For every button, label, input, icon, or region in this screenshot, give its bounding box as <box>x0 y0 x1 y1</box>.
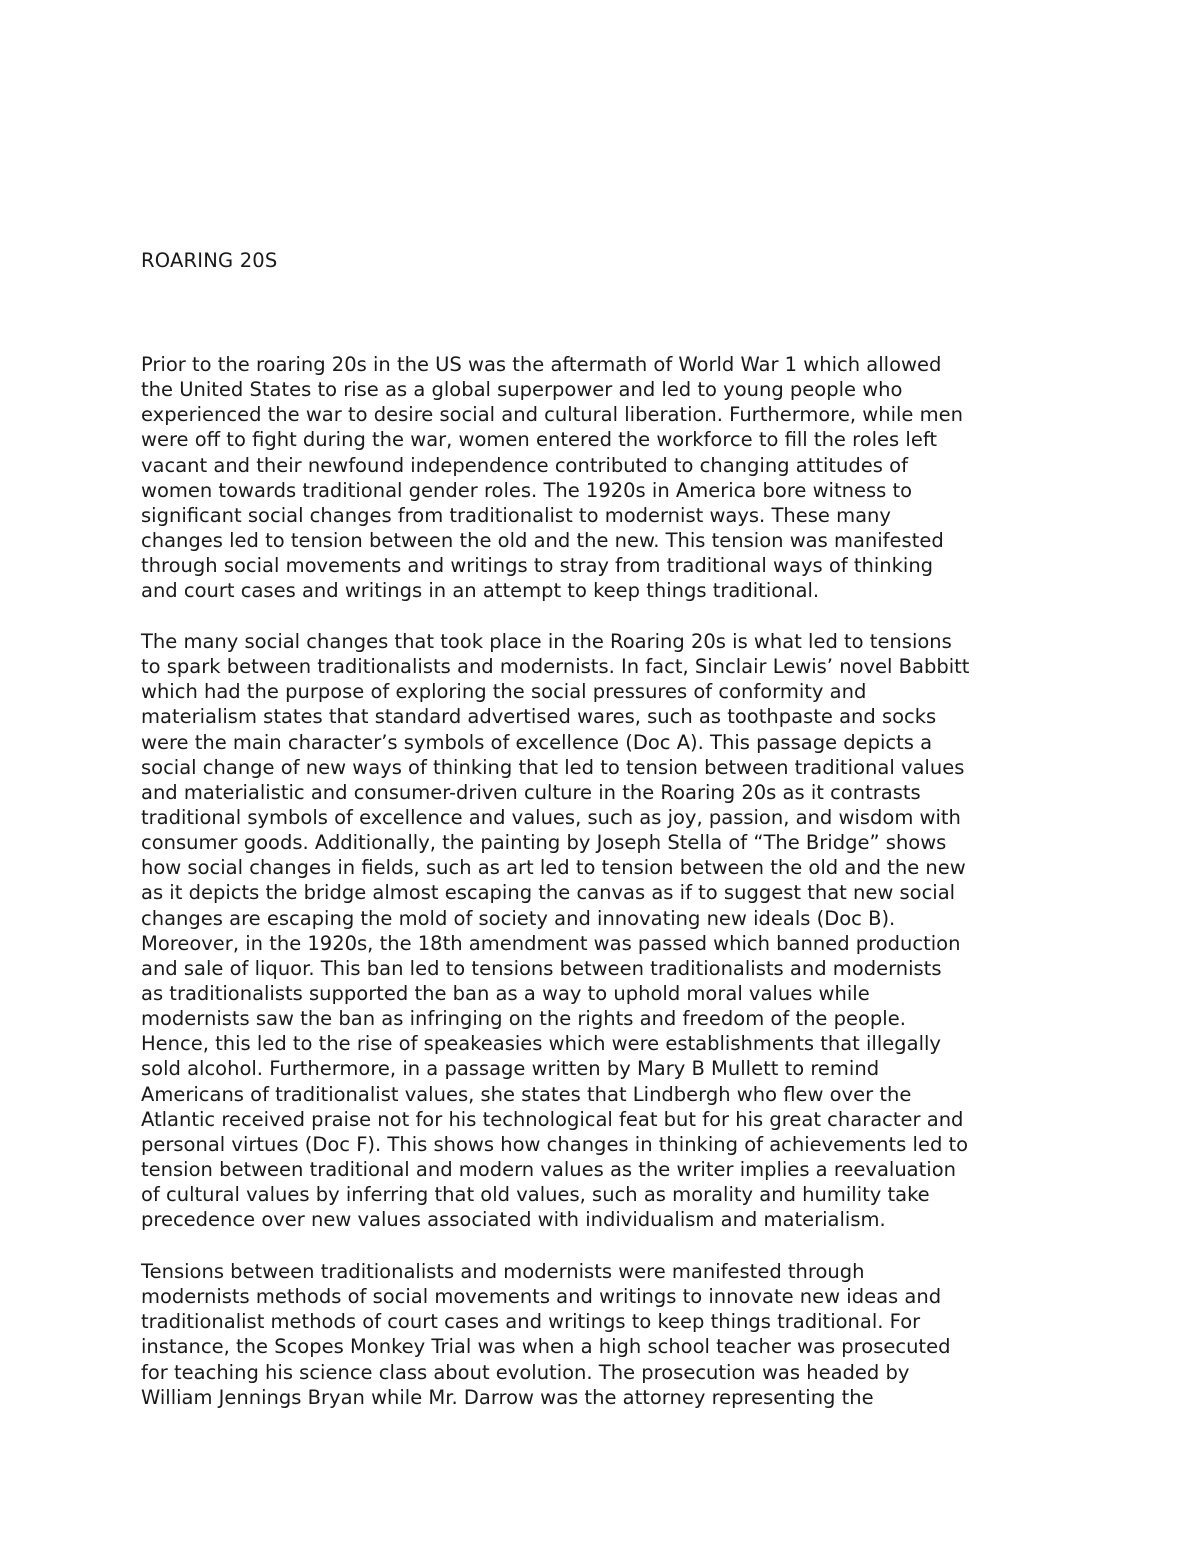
text-line: through social movements and writings to stray from traditional ways of thinking <box>141 554 934 578</box>
text-line: instance, the Scopes Monkey Trial was when a high school teacher was prosecuted <box>141 1335 951 1359</box>
text-line: the United States to rise as a global superpower and led to young people who <box>141 378 903 402</box>
text-line: changes are escaping the mold of society and innovating new ideals (Doc B). <box>141 906 896 930</box>
text-line: traditionalist methods of court cases and writings to keep things traditional. For <box>141 1310 921 1334</box>
text-line: Moreover, in the 1920s, the 18th amendment was passed which banned production <box>141 931 961 955</box>
text-line: Hence, this led to the rise of speakeasies which were establishments that illegally <box>141 1032 941 1056</box>
text-line: of cultural values by inferring that old values, such as morality and humility take <box>141 1183 930 1207</box>
text-line: Prior to the roaring 20s in the US was the aftermath of World War 1 which allowed <box>141 353 942 376</box>
text-line: and sale of liquor. This ban led to tensions between traditionalists and modernists <box>141 956 942 980</box>
paragraph-3 <box>141 1259 1101 1410</box>
text-line: changes led to tension between the old and the new. This tension was manifested <box>141 528 944 552</box>
text-line: and court cases and writings in an attempt to keep things traditional. <box>141 579 820 603</box>
text-line: women towards traditional gender roles. The 1920s in America bore witness to <box>141 478 913 502</box>
text-line: as traditionalists supported the ban as a way to uphold moral values while <box>141 981 870 1005</box>
text-line: modernists methods of social movements and writings to innovate new ideas and <box>141 1285 942 1309</box>
text-line: to spark between traditionalists and modernists. In fact, Sinclair Lewis’ novel Babbitt <box>141 655 970 679</box>
text-line: social change of new ways of thinking that led to tension between traditional values <box>141 755 965 779</box>
text-line: for teaching his science class about evolution. The prosecution was headed by <box>141 1360 910 1384</box>
document-title: ROARING 20S <box>141 249 278 272</box>
text-line: personal virtues (Doc F). This shows how changes in thinking of achievements led to <box>141 1132 969 1156</box>
text-line: tension between traditional and modern values as the writer implies a reevaluation <box>141 1157 956 1181</box>
text-line: significant social changes from traditionalist to modernist ways. These many <box>141 503 891 527</box>
text-line: The many social changes that took place in the Roaring 20s is what led to tensions <box>141 630 952 653</box>
text-line: and materialistic and consumer-driven culture in the Roaring 20s as it contrasts <box>141 780 921 804</box>
text-line: sold alcohol. Furthermore, in a passage written by Mary B Mullett to remind <box>141 1057 880 1081</box>
text-line: Tensions between traditionalists and modernists were manifested through <box>141 1260 865 1283</box>
text-line: William Jennings Bryan while Mr. Darrow was the attorney representing the <box>141 1385 874 1409</box>
text-line: consumer goods. Additionally, the painting by Joseph Stella of “The Bridge” shows <box>141 831 947 855</box>
text-line: were off to fight during the war, women entered the workforce to fill the roles left <box>141 428 937 452</box>
text-line: which had the purpose of exploring the social pressures of conformity and <box>141 680 867 704</box>
text-line: how social changes in fields, such as art led to tension between the old and the new <box>141 856 966 880</box>
text-line: traditional symbols of excellence and values, such as joy, passion, and wisdom with <box>141 805 961 829</box>
paragraph-1 <box>141 352 1101 603</box>
text-line: experienced the war to desire social and cultural liberation. Furthermore, while men <box>141 403 963 427</box>
text-line: precedence over new values associated with individualism and materialism. <box>141 1208 886 1232</box>
text-line: as it depicts the bridge almost escaping the canvas as if to suggest that new social <box>141 881 956 905</box>
text-line: vacant and their newfound independence contributed to changing attitudes of <box>141 453 908 477</box>
text-line: Atlantic received praise not for his technological feat but for his great character and <box>141 1107 964 1131</box>
paragraph-2 <box>141 629 1101 1232</box>
text-line: modernists saw the ban as infringing on the rights and freedom of the people. <box>141 1007 906 1031</box>
text-line: Americans of traditionalist values, she states that Lindbergh who flew over the <box>141 1082 912 1106</box>
text-line: materialism states that standard advertised wares, such as toothpaste and socks <box>141 705 937 729</box>
text-line: were the main character’s symbols of excellence (Doc A). This passage depicts a <box>141 730 933 754</box>
